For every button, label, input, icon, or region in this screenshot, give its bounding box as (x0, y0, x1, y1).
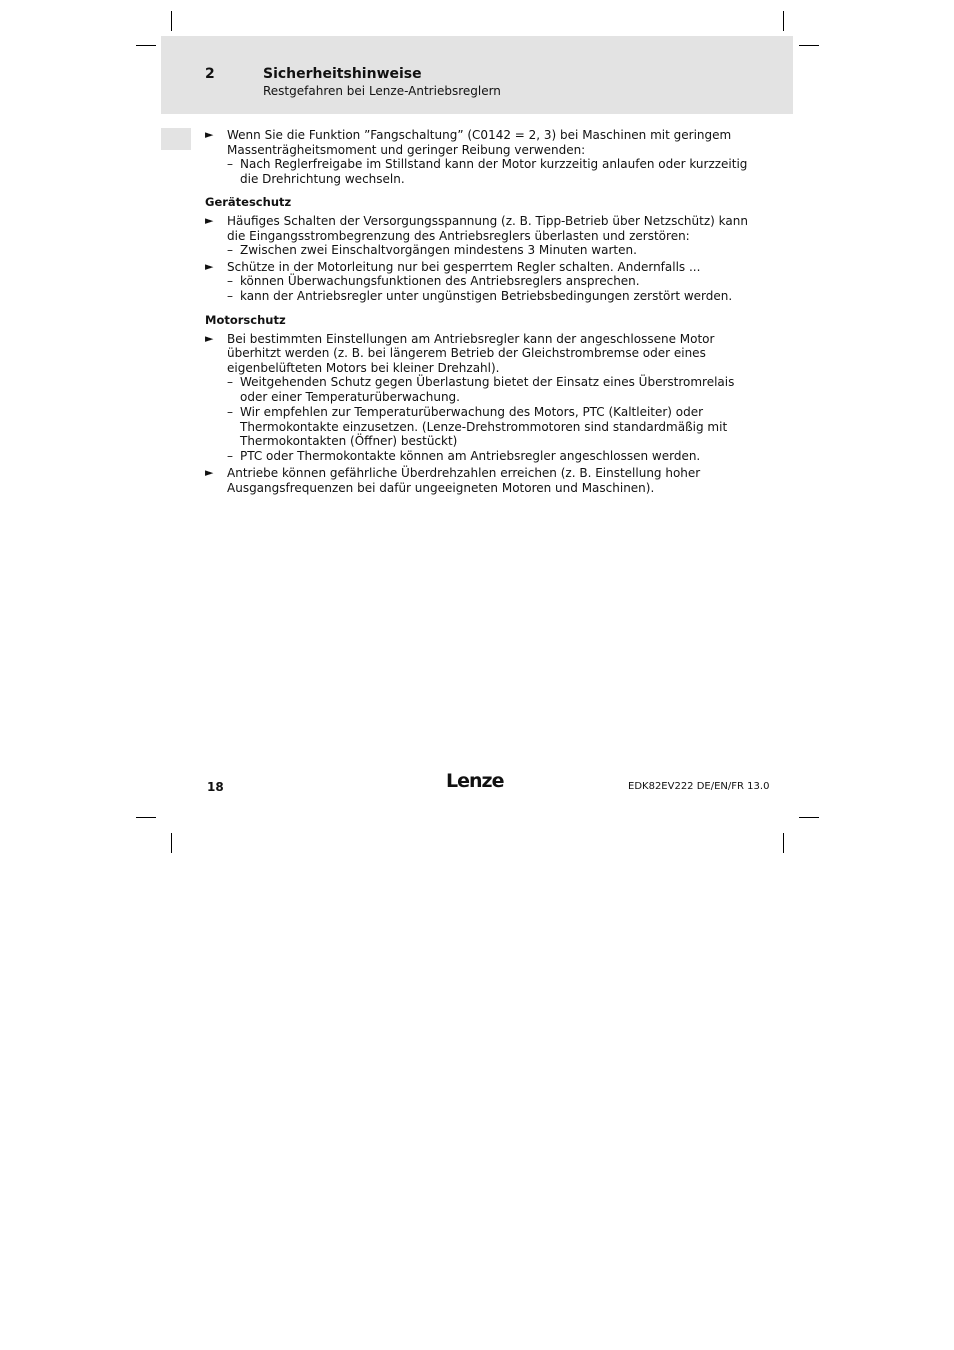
list-item-text: Schütze in der Motorleitung nur bei gesperrtem Regler schalten. Andernfalls ... (227, 259, 701, 274)
crop-mark (171, 833, 172, 853)
dash-icon: – (227, 405, 233, 420)
section-title-geraeteschutz: Geräteschutz (205, 195, 292, 210)
bullet-arrow-icon: ► (205, 331, 214, 345)
dash-icon: – (227, 449, 233, 464)
crop-mark (783, 11, 784, 31)
sub-item (205, 157, 750, 186)
crop-mark (136, 817, 156, 818)
page-number: 18 (207, 780, 224, 794)
crop-mark (783, 833, 784, 853)
bullet-arrow-icon: ► (205, 465, 214, 479)
sub-item (205, 243, 750, 258)
crop-mark (799, 45, 819, 46)
sub-item (205, 274, 750, 289)
sub-item-text: können Überwachungsfunktionen des Antriebsreglers ansprechen. (240, 274, 640, 289)
sub-item (205, 289, 750, 304)
chapter-subtitle: Restgefahren bei Lenze-Antriebsreglern (263, 84, 501, 98)
chapter-number: 2 (205, 66, 215, 82)
list-item-text: Antriebe können gefährliche Überdrehzahlen erreichen (z. B. Einstellung hoher Ausgangsfrequenzen bei dafür ungeeigneten Motoren und Maschinen). (227, 465, 701, 495)
document-id: EDK82EV222 DE/EN/FR 13.0 (628, 781, 770, 792)
list-item (205, 466, 750, 495)
bullet-arrow-icon: ► (205, 259, 214, 273)
list-item-text: Bei bestimmten Einstellungen am Antriebsregler kann der angeschlossene Motor überhitzt werden (z. B. bei längerem Betrieb der Gleichstrombremse oder eines eigenbelüfteten Motors bei kleiner Drehzahl). (227, 331, 715, 375)
sub-item-text: Zwischen zwei Einschaltvorgängen mindestens 3 Minuten warten. (240, 243, 637, 258)
sub-item-text: Weitgehenden Schutz gegen Überlastung bietet der Einsatz eines Überstromrelais oder einer Temperaturüberwachung. (240, 375, 735, 404)
crop-mark (136, 45, 156, 46)
sub-item-text: PTC oder Thermokontakte können am Antriebsregler angeschlossen werden. (240, 449, 701, 464)
sub-item-text: Nach Reglerfreigabe im Stillstand kann der Motor kurzzeitig anlaufen oder kurzzeitig die Drehrichtung wechseln. (240, 157, 748, 186)
crop-mark (799, 817, 819, 818)
lenze-logo: Lenze (446, 770, 504, 792)
list-item (205, 128, 750, 186)
page-content (205, 126, 750, 495)
dash-icon: – (227, 289, 233, 304)
section-title-motorschutz: Motorschutz (205, 313, 286, 328)
side-tab (161, 128, 191, 150)
list-item-text: Wenn Sie die Funktion ”Fangschaltung” (C0142 = 2, 3) bei Maschinen mit geringem Massenträgheitsmoment und geringer Reibung verwenden: (227, 128, 732, 157)
sub-item-text: Wir empfehlen zur Temperaturüberwachung des Motors, PTC (Kaltleiter) oder Thermokontakte einzusetzen. (Lenze-Drehstrommotoren sind standardmäßig mit Thermokontakten (Öffner) bestückt) (240, 405, 728, 449)
dash-icon: – (227, 375, 233, 390)
crop-mark (171, 11, 172, 31)
dash-icon: – (227, 274, 233, 289)
sub-item (205, 449, 750, 464)
dash-icon: – (227, 243, 233, 258)
list-item-text: Häufiges Schalten der Versorgungsspannung (z. B. Tipp-Betrieb über Netzschütz) kann die Eingangsstrombegrenzung des Antriebsreglers überlasten und zerstören: (227, 213, 748, 243)
dash-icon: – (227, 157, 233, 172)
bullet-arrow-icon: ► (205, 128, 214, 141)
list-item (205, 214, 750, 258)
chapter-header (161, 36, 793, 114)
list-item (205, 260, 750, 304)
sub-item (205, 375, 750, 404)
list-item (205, 332, 750, 464)
bullet-arrow-icon: ► (205, 213, 214, 227)
sub-item-text: kann der Antriebsregler unter ungünstigen Betriebsbedingungen zerstört werden. (240, 289, 733, 304)
chapter-title: Sicherheitshinweise (263, 66, 422, 82)
sub-item (205, 405, 750, 449)
